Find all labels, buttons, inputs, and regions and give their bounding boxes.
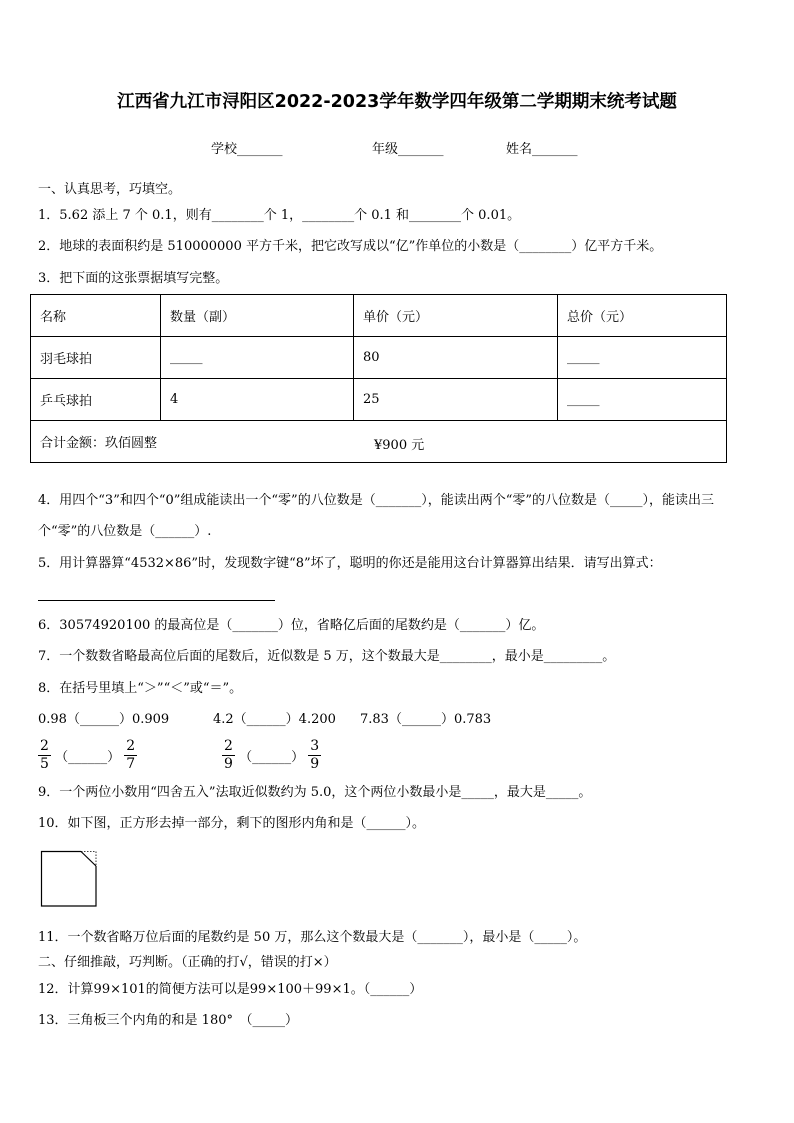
section-1-heading: 一、认真思考，巧填空。 bbox=[38, 182, 182, 197]
total-cell bbox=[31, 421, 727, 463]
table-header-cell: 名称 bbox=[31, 295, 161, 337]
fraction-compare-2 bbox=[222, 738, 321, 773]
table-cell: 80 bbox=[354, 337, 558, 379]
fraction-compare-1 bbox=[38, 738, 137, 773]
table-cell-blank[interactable]: _____ bbox=[558, 337, 727, 379]
blank[interactable]: （______） bbox=[239, 750, 305, 765]
question-9: 9．一个两位小数用“四舍五入”法取近似数约为 5.0，这个两位小数最小是_____，最大是_____。 bbox=[38, 785, 592, 800]
question-5: 5．用计算器算“4532×86”时，发现数字键“8”坏了，聪明的你还是能用这台计算器算出结果．请写出算式： bbox=[38, 556, 662, 571]
question-13: 13．三角板三个内角的和是 180° （_____） bbox=[38, 1013, 298, 1028]
grade-field[interactable]: 年级_______ bbox=[372, 142, 444, 157]
question-7: 7．一个数数省略最高位后面的尾数后，近似数是 5 万，这个数最大是________，最小是_________。 bbox=[38, 649, 616, 664]
bill-table bbox=[30, 294, 727, 463]
name-field[interactable]: 姓名_______ bbox=[506, 142, 578, 157]
table-header-cell: 单价（元） bbox=[354, 295, 558, 337]
page-title: 江西省九江市浔阳区2022-2023学年数学四年级第二学期期末统考试题 bbox=[117, 92, 677, 112]
table-cell: 乒乓球拍 bbox=[31, 379, 161, 421]
total-label: 合计金额：玖佰圆整 bbox=[40, 436, 158, 451]
school-field[interactable]: 学校_______ bbox=[211, 142, 283, 157]
fraction: $\frac{2}{7}$ bbox=[126, 738, 136, 772]
question-2: 2．地球的表面积约是 510000000 平方千米，把它改写成以“亿”作单位的小数是（________）亿平方千米。 bbox=[38, 239, 663, 254]
table-cell-blank[interactable]: _____ bbox=[558, 379, 727, 421]
table-cell: 4 bbox=[161, 379, 354, 421]
table-row bbox=[31, 379, 727, 421]
table-total-row bbox=[31, 421, 727, 463]
fraction: $\frac{2}{9}$ bbox=[224, 738, 233, 772]
total-value: ¥900 元 bbox=[374, 438, 425, 453]
compare-item-3: 7.83（______）0.783 bbox=[360, 712, 492, 727]
question-3: 3．把下面的这张票据填写完整。 bbox=[38, 271, 229, 286]
table-header-cell: 总价（元） bbox=[558, 295, 727, 337]
table-header-cell: 数量（副） bbox=[161, 295, 354, 337]
question-6: 6．30574920100 的最高位是（_______）位，省略亿后面的尾数约是（_______）亿。 bbox=[38, 618, 545, 633]
question-4-line-2: 个“零”的八位数是（______）. bbox=[38, 524, 212, 539]
fraction: $\frac{2}{5}$ bbox=[40, 738, 49, 772]
question-11: 11．一个数省略万位后面的尾数约是 50 万，那么这个数最大是（_______），最小是（_____）。 bbox=[38, 930, 587, 945]
question-12: 12．计算99×101的简便方法可以是99×100＋99×1。（______） bbox=[38, 982, 423, 997]
question-10: 10．如下图，正方形去掉一部分，剩下的图形内角和是（______）。 bbox=[38, 816, 426, 831]
blank[interactable]: （______） bbox=[55, 750, 121, 765]
section-2-heading: 二、仔细推敲，巧判断。（正确的打√，错误的打×） bbox=[38, 955, 337, 970]
question-8: 8．在括号里填上“＞”“＜”或“＝”。 bbox=[38, 681, 243, 696]
table-header-row bbox=[31, 295, 727, 337]
table-cell: 羽毛球拍 bbox=[31, 337, 161, 379]
answer-line[interactable] bbox=[38, 600, 275, 601]
fraction: $\frac{3}{9}$ bbox=[310, 738, 320, 772]
compare-item-2: 4.2（______）4.200 bbox=[213, 712, 336, 727]
table-cell: 25 bbox=[354, 379, 558, 421]
table-cell-blank[interactable]: _____ bbox=[161, 337, 354, 379]
table-row bbox=[31, 337, 727, 379]
compare-item-1: 0.98（______）0.909 bbox=[38, 712, 170, 727]
cut-square-figure bbox=[40, 850, 100, 910]
question-1: 1．5.62 添上 7 个 0.1，则有________个 1，________个 0.1 和________个 0.01。 bbox=[38, 208, 521, 223]
question-4-line-1: 4．用四个“3”和四个“0”组成能读出一个“零”的八位数是（_______），能读出两个“零”的八位数是（_____），能读出三 bbox=[38, 493, 714, 508]
